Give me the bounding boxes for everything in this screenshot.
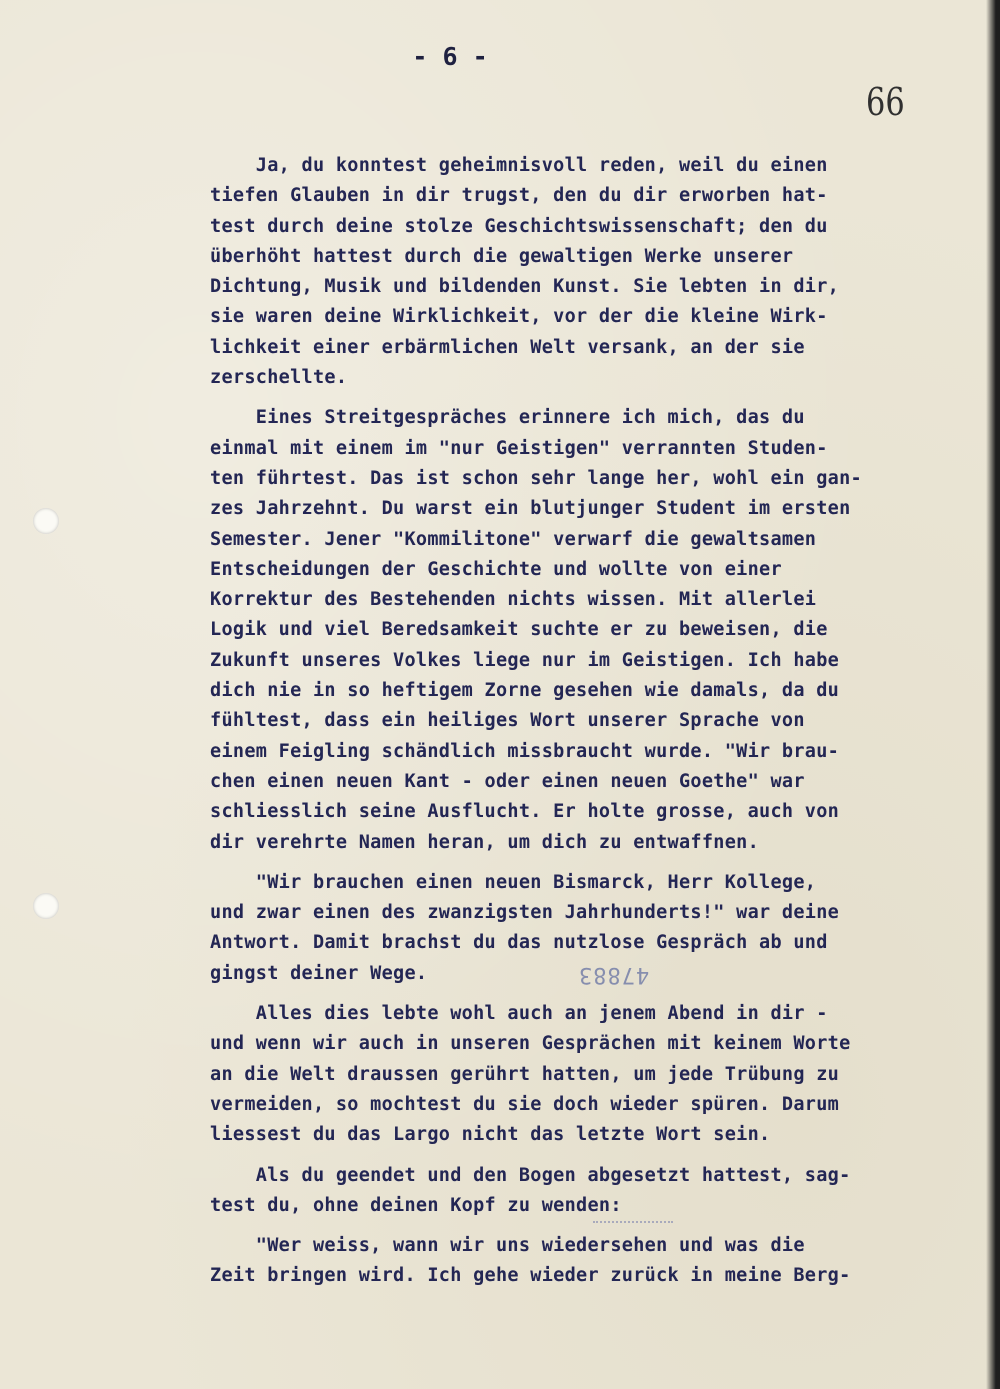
text-line: und zwar einen des zwanzigsten Jahrhunderts!" war deine [210,902,840,924]
text-line: Als du geendet und den Bogen abgesetzt hattest, sag- [210,1164,851,1186]
text-line: Zukunft unseres Volkes liege nur im Geistigen. Ich habe [210,649,840,671]
page-number: - 6 - [412,42,488,71]
text-line: Dichtung, Musik und bildenden Kunst. Sie lebten in dir, [210,276,840,298]
text-line: Semester. Jener "Kommilitone" verwarf die gewaltsamen [210,528,817,550]
punch-hole-bottom [33,893,59,919]
text-line: sie waren deine Wirklichkeit, vor der die kleine Wirk- [210,306,828,328]
text-line: chen einen neuen Kant - oder einen neuen Goethe" war [210,770,805,792]
text-line: Korrektur des Bestehenden nichts wissen. Mit allerlei [210,589,817,611]
punch-hole-top [33,508,59,534]
text-line: gingst deiner Wege. [210,962,428,984]
archive-stamp: 47883 [578,962,650,987]
text-line: schliesslich seine Ausflucht. Er holte grosse, auch von [210,801,840,823]
paragraph [210,999,920,1150]
text-line: überhöht hattest durch die gewaltigen Werke unserer [210,245,794,267]
text-line: Zeit bringen wird. Ich gehe wieder zurück in meine Berg- [210,1265,851,1287]
text-line: einem Feigling schändlich missbraucht wurde. "Wir brau- [210,740,840,762]
text-line: ten führtest. Das ist schon sehr lange her, wohl ein gan- [210,467,862,489]
text-line: vermeiden, so mochtest du sie doch wieder spüren. Darum [210,1093,840,1115]
paragraph [210,868,920,989]
text-line: zes Jahrzehnt. Du warst ein blutjunger Student im ersten [210,498,851,520]
text-line: "Wer weiss, wann wir uns wiedersehen und was die [210,1235,805,1257]
pencil-mark [593,1221,673,1227]
text-line: fühltest, dass ein heiliges Wort unserer Sprache von [210,710,805,732]
text-line: Entscheidungen der Geschichte und wollte von einer [210,558,782,580]
text-line: und wenn wir auch in unseren Gesprächen mit keinem Worte [210,1033,851,1055]
text-line: Alles dies lebte wohl auch an jenem Abend in dir - [210,1003,828,1025]
folio-number: 66 [866,80,905,124]
text-line: dir verehrte Namen heran, um dich zu entwaffnen. [210,831,760,853]
text-line: dich nie in so heftigem Zorne gesehen wie damals, da du [210,680,840,702]
paragraph [210,1161,920,1222]
typewritten-body [210,151,920,1302]
text-line: Eines Streitgespräches erinnere ich mich, das du [210,407,805,429]
scan-edge-shadow [986,0,1000,1389]
text-line: einmal mit einem im "nur Geistigen" verrannten Studen- [210,437,828,459]
text-line: test du, ohne deinen Kopf zu wenden: [210,1194,622,1216]
text-line: Antwort. Damit brachst du das nutzlose Gespräch ab und [210,932,828,954]
paragraph [210,1231,920,1292]
text-line: lichkeit einer erbärmlichen Welt versank, an der sie [210,336,805,358]
text-line: tiefen Glauben in dir trugst, den du dir erworben hat- [210,185,828,207]
text-line: liessest du das Largo nicht das letzte Wort sein. [210,1124,771,1146]
text-line: Ja, du konntest geheimnisvoll reden, weil du einen [210,155,828,176]
text-line: Logik und viel Beredsamkeit suchte er zu beweisen, die [210,619,828,641]
text-line: "Wir brauchen einen neuen Bismarck, Herr Kollege, [210,871,817,893]
text-line: test durch deine stolze Geschichtswissenschaft; den du [210,215,828,237]
text-line: an die Welt draussen gerührt hatten, um jede Trübung zu [210,1063,840,1085]
paragraph [210,151,920,393]
paragraph [210,403,920,857]
text-line: zerschellte. [210,367,348,389]
